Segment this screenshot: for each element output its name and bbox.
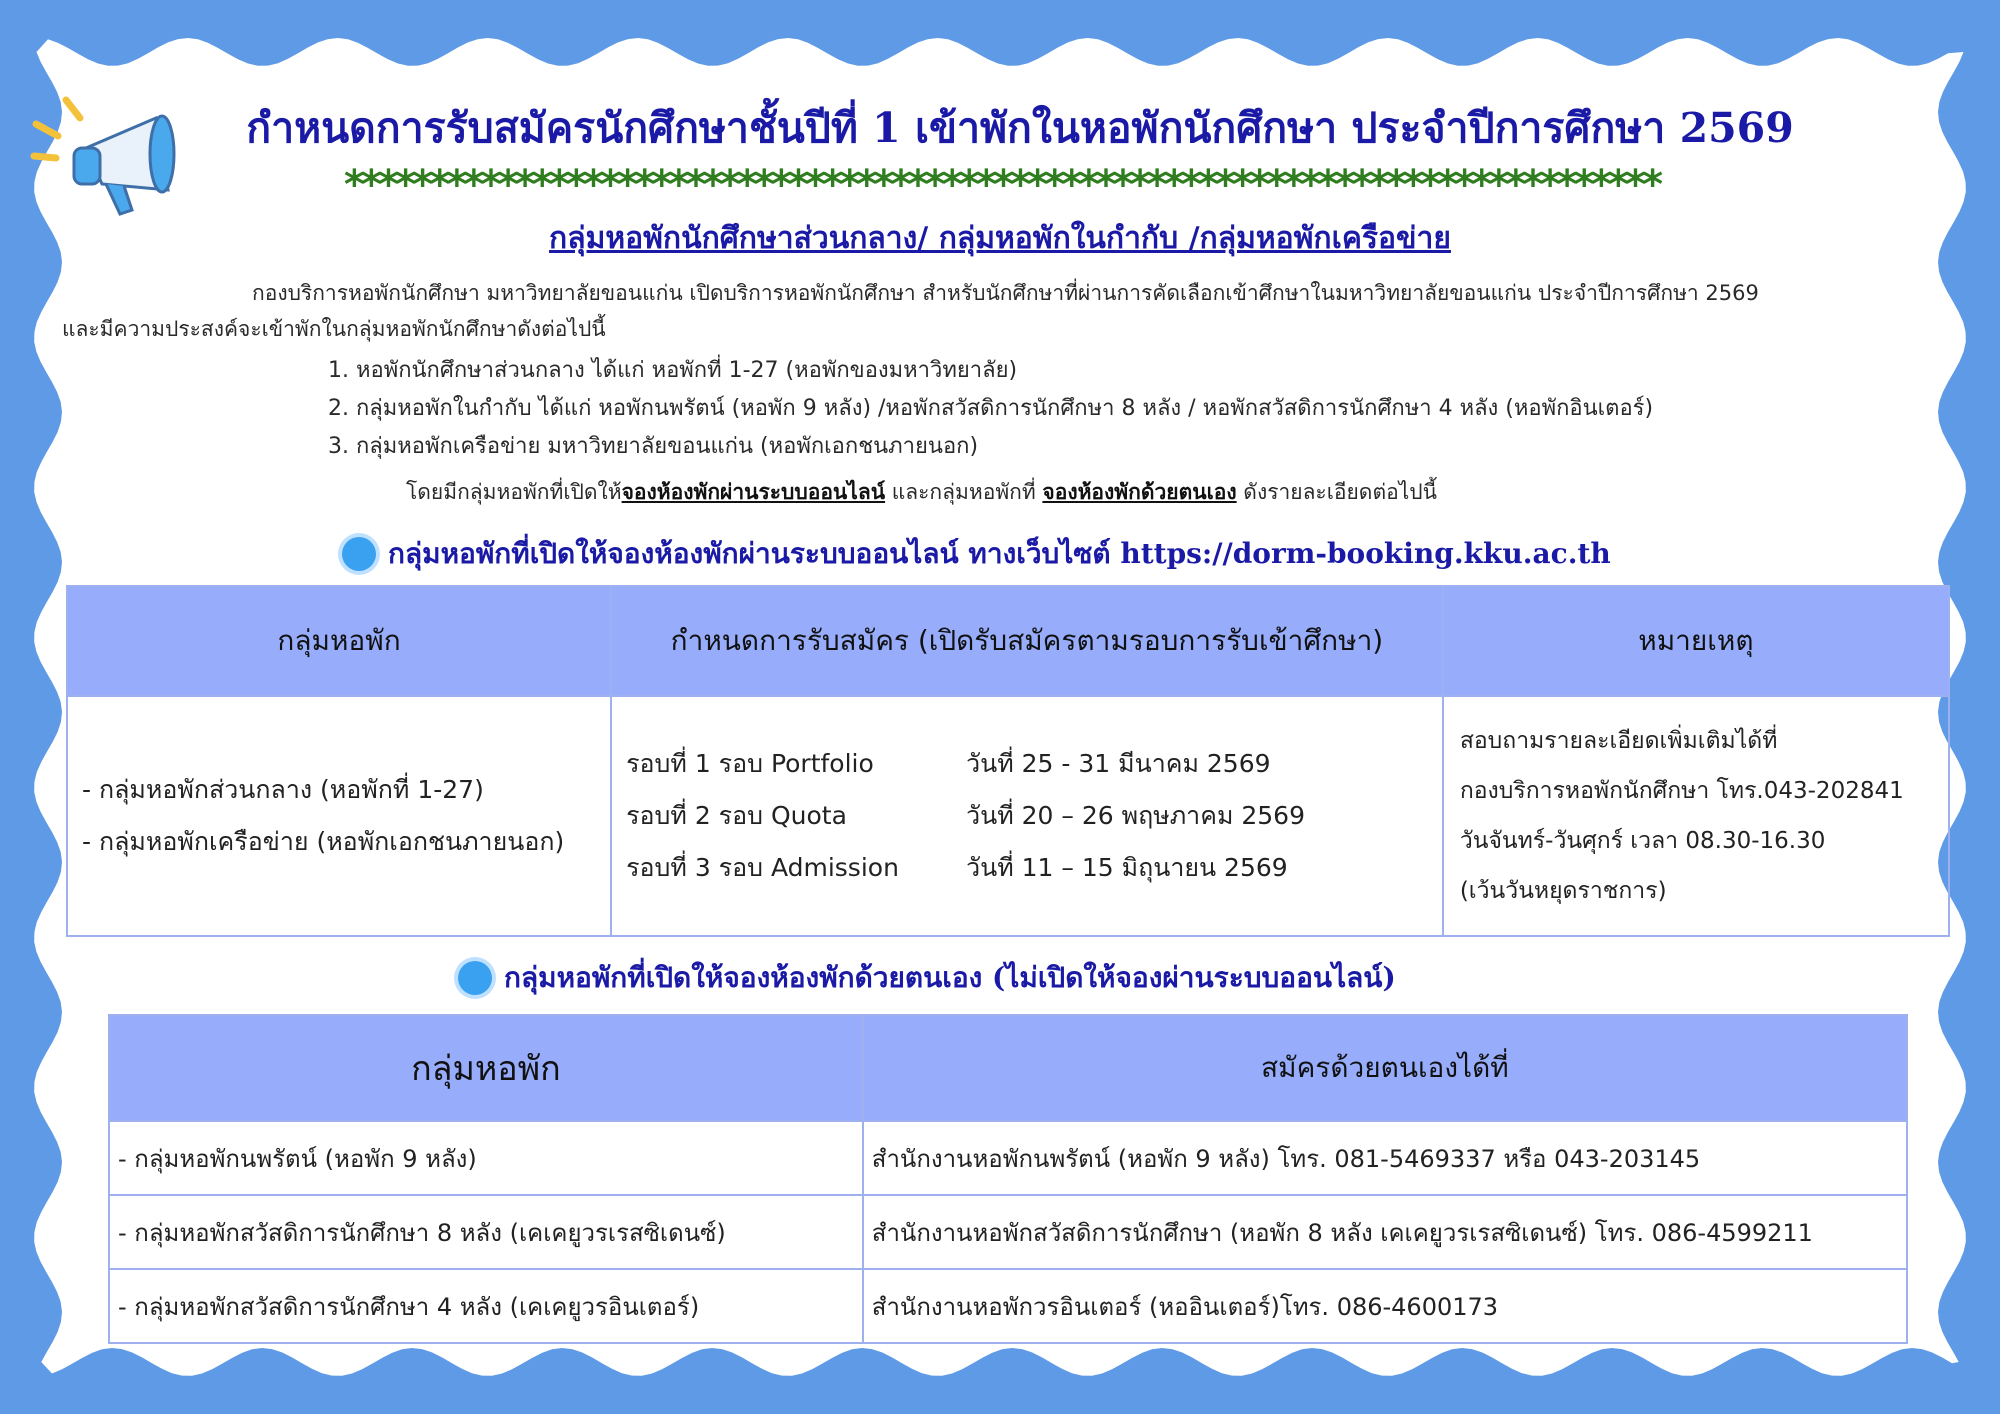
- self-booking-table: [108, 1014, 1908, 1344]
- table-header-row: [67, 586, 1949, 696]
- list-item: 3. กลุ่มหอพักเครือข่าย มหาวิทยาลัยขอนแก่น (หอพักเอกชนภายนอก): [328, 434, 979, 459]
- table-header-row: [109, 1015, 1907, 1121]
- column-header: สมัครด้วยตนเองได้ที่: [863, 1015, 1907, 1121]
- schedule-cell: [611, 696, 1443, 936]
- dorm-group-cell: - กลุ่มหอพักนพรัตน์ (หอพัก 9 หลัง): [109, 1121, 863, 1195]
- intro-line-1: กองบริการหอพักนักศึกษา มหาวิทยาลัยขอนแก่น เปิดบริการหอพักนักศึกษา สำหรับนักศึกษาที่ผ่านการคัดเลือกเข้าศึกษาในมหาวิทยาลัยขอนแก่น ประจำปีการศึกษา 2569: [252, 281, 1759, 305]
- list-item: 1. หอพักนักศึกษาส่วนกลาง ได้แก่ หอพักที่ 1-27 (หอพักของมหาวิทยาลัย): [328, 358, 1018, 383]
- round-row: รอบที่ 2 รอบ Quota วันที่ 20 – 26 พฤษภาคม 2569: [626, 801, 1305, 830]
- intro-line-2: และมีความประสงค์จะเข้าพักในกลุ่มหอพักนักศึกษาดังต่อไปนี้: [62, 317, 606, 341]
- column-header: กลุ่มหอพัก: [109, 1015, 863, 1121]
- list-item: 2. กลุ่มหอพักในกำกับ ได้แก่ หอพักนพรัตน์ (หอพัก 9 หลัง) /หอพักสวัสดิการนักศึกษา 8 หลัง / หอพักสวัสดิการนักศึกษา 4 หลัง (หอพักอินเตอร์): [328, 396, 1654, 421]
- dorm-list: [328, 352, 1653, 466]
- contact-cell: สำนักงานหอพักนพรัตน์ (หอพัก 9 หลัง) โทร. 081-5469337 หรือ 043-203145: [863, 1121, 1907, 1195]
- dorm-groups-cell: [67, 696, 611, 936]
- page-title: กำหนดการรับสมัครนักศึกษาชั้นปีที่ 1 เข้าพักในหอพักนักศึกษา ประจำปีการศึกษา 2569: [246, 104, 1794, 152]
- self-booking-emphasis: จองห้องพักด้วยตนเอง: [1042, 480, 1237, 504]
- bullet-dot-icon: [342, 537, 376, 571]
- intro-closing: โดยมีกลุ่มหอพักที่เปิดให้จองห้องพักผ่านระบบออนไลน์ และกลุ่มหอพักที่ จองห้องพักด้วยตนเอง ดังรายละเอียดต่อไปนี้: [406, 480, 1437, 504]
- contact-cell: สำนักงานหอพักสวัสดิการนักศึกษา (หอพัก 8 หลัง เคเคยูวรเรสซิเดนซ์) โทร. 086-4599211: [863, 1195, 1907, 1269]
- online-schedule-table: [66, 585, 1950, 937]
- round-row: รอบที่ 1 รอบ Portfolio วันที่ 25 - 31 มีนาคม 2569: [626, 749, 1271, 778]
- contact-cell: สำนักงานหอพักวรอินเตอร์ (หออินเตอร์)โทร. 086-4600173: [863, 1269, 1907, 1343]
- star-divider: *****************************************************************************: [342, 162, 1658, 208]
- dorm-group-cell: - กลุ่มหอพักสวัสดิการนักศึกษา 4 หลัง (เคเคยูวรอินเตอร์): [109, 1269, 863, 1343]
- table-row: [109, 1269, 1907, 1343]
- table-row: [67, 696, 1949, 936]
- bullet-dot-icon: [458, 961, 492, 995]
- list-item: - กลุ่มหอพักส่วนกลาง (หอพักที่ 1-27): [82, 775, 484, 804]
- column-header: กลุ่มหอพัก: [67, 586, 611, 696]
- table-row: [109, 1121, 1907, 1195]
- online-section-heading: กลุ่มหอพักที่เปิดให้จองห้องพักผ่านระบบออนไลน์ ทางเว็บไซต์ https://dorm-booking.kku.ac.th: [342, 532, 1611, 576]
- table-row: [109, 1195, 1907, 1269]
- online-booking-emphasis: จองห้องพักผ่านระบบออนไลน์: [621, 480, 886, 504]
- column-header: กำหนดการรับสมัคร (เปิดรับสมัครตามรอบการรับเข้าศึกษา): [611, 586, 1443, 696]
- round-row: รอบที่ 3 รอบ Admission วันที่ 11 – 15 มิถุนายน 2569: [626, 853, 1288, 882]
- subtitle: กลุ่มหอพักนักศึกษาส่วนกลาง/ กลุ่มหอพักในกำกับ /กลุ่มหอพักเครือข่าย: [549, 221, 1451, 256]
- column-header: หมายเหตุ: [1443, 586, 1949, 696]
- dorm-group-cell: - กลุ่มหอพักสวัสดิการนักศึกษา 8 หลัง (เคเคยูวรเรสซิเดนซ์): [109, 1195, 863, 1269]
- notes-cell: สอบถามรายละเอียดเพิ่มเติมได้ที่ กองบริการหอพักนักศึกษา โทร.043-202841 วันจันทร์-วันศุกร์ เวลา 08.30-16.30 (เว้นวันหยุดราชการ): [1443, 696, 1949, 936]
- list-item: - กลุ่มหอพักเครือข่าย (หอพักเอกชนภายนอก): [82, 827, 565, 856]
- self-section-heading: กลุ่มหอพักที่เปิดให้จองห้องพักด้วยตนเอง (ไม่เปิดให้จองผ่านระบบออนไลน์): [458, 956, 1396, 1000]
